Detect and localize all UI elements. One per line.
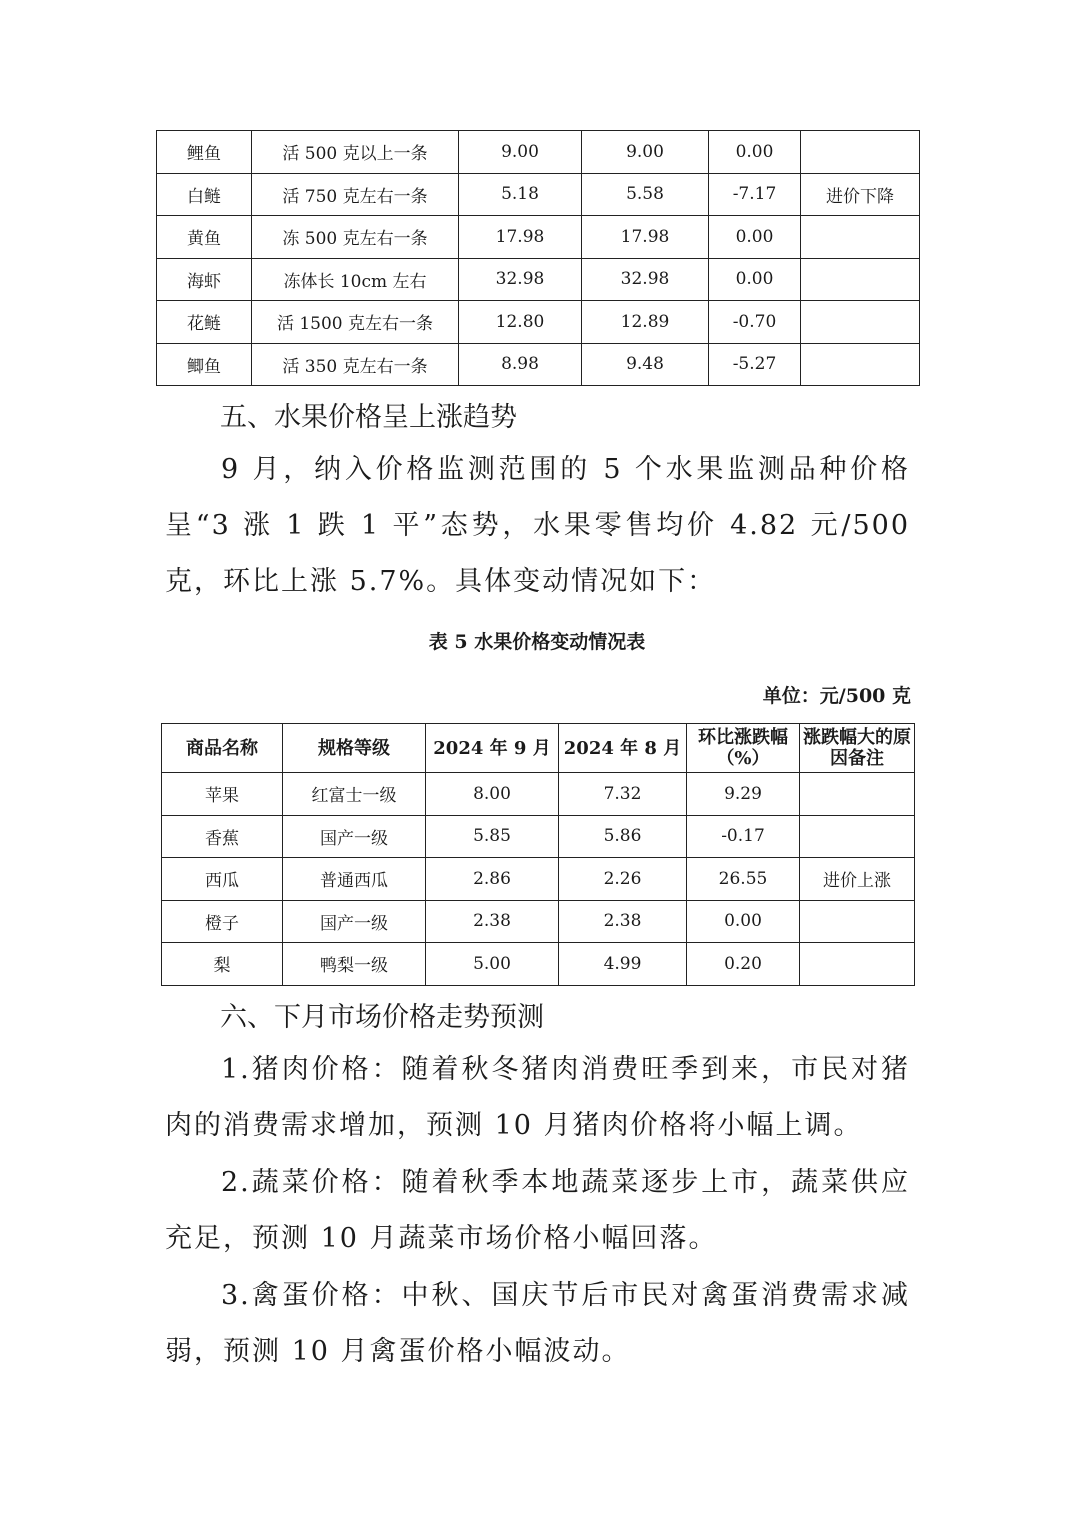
column-header: 2024 年 8 月 [559, 724, 687, 773]
table-cell: 5.85 [426, 815, 559, 858]
table-cell: 9.29 [687, 773, 800, 816]
fruit-table-caption: 表 5 水果价格变动情况表 [428, 631, 646, 653]
table-cell: 7.32 [559, 773, 687, 816]
table-cell: 活 750 克左右一条 [252, 173, 459, 216]
table-cell: 橙子 [162, 900, 283, 943]
table-cell: 活 500 克以上一条 [252, 131, 459, 174]
table-cell: 0.00 [709, 258, 801, 301]
table-cell: 2.86 [426, 858, 559, 901]
table-cell: 12.80 [459, 301, 582, 344]
table-cell: 26.55 [687, 858, 800, 901]
table-row [157, 301, 920, 344]
table-cell: 香蕉 [162, 815, 283, 858]
table-cell: 活 1500 克左右一条 [252, 301, 459, 344]
table-row [157, 343, 920, 386]
table-cell: 黄鱼 [157, 216, 252, 259]
fish-price-table [156, 130, 920, 386]
table-cell: 鲫鱼 [157, 343, 252, 386]
table-cell: 梨 [162, 943, 283, 986]
table-cell: 进价下降 [801, 173, 920, 216]
table-cell: 0.20 [687, 943, 800, 986]
table-cell: 32.98 [459, 258, 582, 301]
table-cell: 9.00 [582, 131, 709, 174]
table-cell: -0.70 [709, 301, 801, 344]
fruit-table-unit: 单位：元/500 克 [762, 685, 911, 707]
table-cell: 0.00 [709, 131, 801, 174]
column-header: 涨跌幅大的原因备注 [800, 724, 915, 773]
table-cell [801, 343, 920, 386]
table-cell [800, 943, 915, 986]
column-header: 环比涨跌幅（%） [687, 724, 800, 773]
table-cell [801, 258, 920, 301]
table-cell: 花鲢 [157, 301, 252, 344]
table-row [157, 258, 920, 301]
section-5-heading: 五、水果价格呈上涨趋势 [220, 402, 517, 433]
table-cell: 9.00 [459, 131, 582, 174]
table-cell: 2.38 [426, 900, 559, 943]
table-cell: -0.17 [687, 815, 800, 858]
table-cell [800, 773, 915, 816]
table-header-row [162, 724, 915, 773]
fish-table-body [157, 131, 920, 386]
table-row [157, 216, 920, 259]
table-cell [800, 815, 915, 858]
section-5-paragraph: 9 月，纳入价格监测范围的 5 个水果监测品种价格呈“3 涨 1 跌 1 平”态势，水果零售均价 4.82 元/500 克，环比上涨 5.7%。具体变动情况如下： [165, 454, 910, 597]
table-row [157, 131, 920, 174]
table-cell: 冻 500 克左右一条 [252, 216, 459, 259]
table-cell: 国产一级 [283, 900, 426, 943]
fruit-price-table [161, 723, 915, 986]
table-row [162, 773, 915, 816]
table-row [157, 173, 920, 216]
table-cell: 鸭梨一级 [283, 943, 426, 986]
table-cell: 2.38 [559, 900, 687, 943]
table-cell [801, 131, 920, 174]
table-cell: 4.99 [559, 943, 687, 986]
table-row [162, 943, 915, 986]
table-cell: 国产一级 [283, 815, 426, 858]
table-cell: 西瓜 [162, 858, 283, 901]
table-cell: 2.26 [559, 858, 687, 901]
table-cell: 普通西瓜 [283, 858, 426, 901]
table-cell: 红富士一级 [283, 773, 426, 816]
column-header: 规格等级 [283, 724, 426, 773]
table-cell: 12.89 [582, 301, 709, 344]
table-cell [800, 900, 915, 943]
table-cell: 5.00 [426, 943, 559, 986]
table-cell: 17.98 [582, 216, 709, 259]
forecast-item-pork: 1.猪肉价格：随着秋冬猪肉消费旺季到来，市民对猪肉的消费需求增加，预测 10 月猪肉价格将小幅上调。 [165, 1054, 910, 1141]
table-cell: 活 350 克左右一条 [252, 343, 459, 386]
table-row [162, 900, 915, 943]
table-row [162, 815, 915, 858]
table-cell: 0.00 [709, 216, 801, 259]
table-cell: 8.98 [459, 343, 582, 386]
table-cell: 5.58 [582, 173, 709, 216]
table-cell: 白鲢 [157, 173, 252, 216]
table-cell: 5.18 [459, 173, 582, 216]
forecast-item-vegetables: 2.蔬菜价格：随着秋季本地蔬菜逐步上市，蔬菜供应充足，预测 10 月蔬菜市场价格小幅回落。 [165, 1167, 910, 1254]
table-cell: 苹果 [162, 773, 283, 816]
table-cell: -7.17 [709, 173, 801, 216]
table-cell: 鲤鱼 [157, 131, 252, 174]
table-cell: 5.86 [559, 815, 687, 858]
column-header: 商品名称 [162, 724, 283, 773]
table-cell: 0.00 [687, 900, 800, 943]
section-6-heading: 六、下月市场价格走势预测 [220, 1002, 544, 1033]
table-cell: -5.27 [709, 343, 801, 386]
table-cell [801, 216, 920, 259]
forecast-item-eggs: 3.禽蛋价格：中秋、国庆节后市民对禽蛋消费需求减弱，预测 10 月禽蛋价格小幅波动。 [165, 1280, 910, 1367]
table-row [162, 858, 915, 901]
column-header: 2024 年 9 月 [426, 724, 559, 773]
table-cell: 32.98 [582, 258, 709, 301]
table-cell: 冻体长 10cm 左右 [252, 258, 459, 301]
table-cell [801, 301, 920, 344]
table-cell: 17.98 [459, 216, 582, 259]
table-cell: 进价上涨 [800, 858, 915, 901]
table-cell: 9.48 [582, 343, 709, 386]
table-cell: 海虾 [157, 258, 252, 301]
table-cell: 8.00 [426, 773, 559, 816]
